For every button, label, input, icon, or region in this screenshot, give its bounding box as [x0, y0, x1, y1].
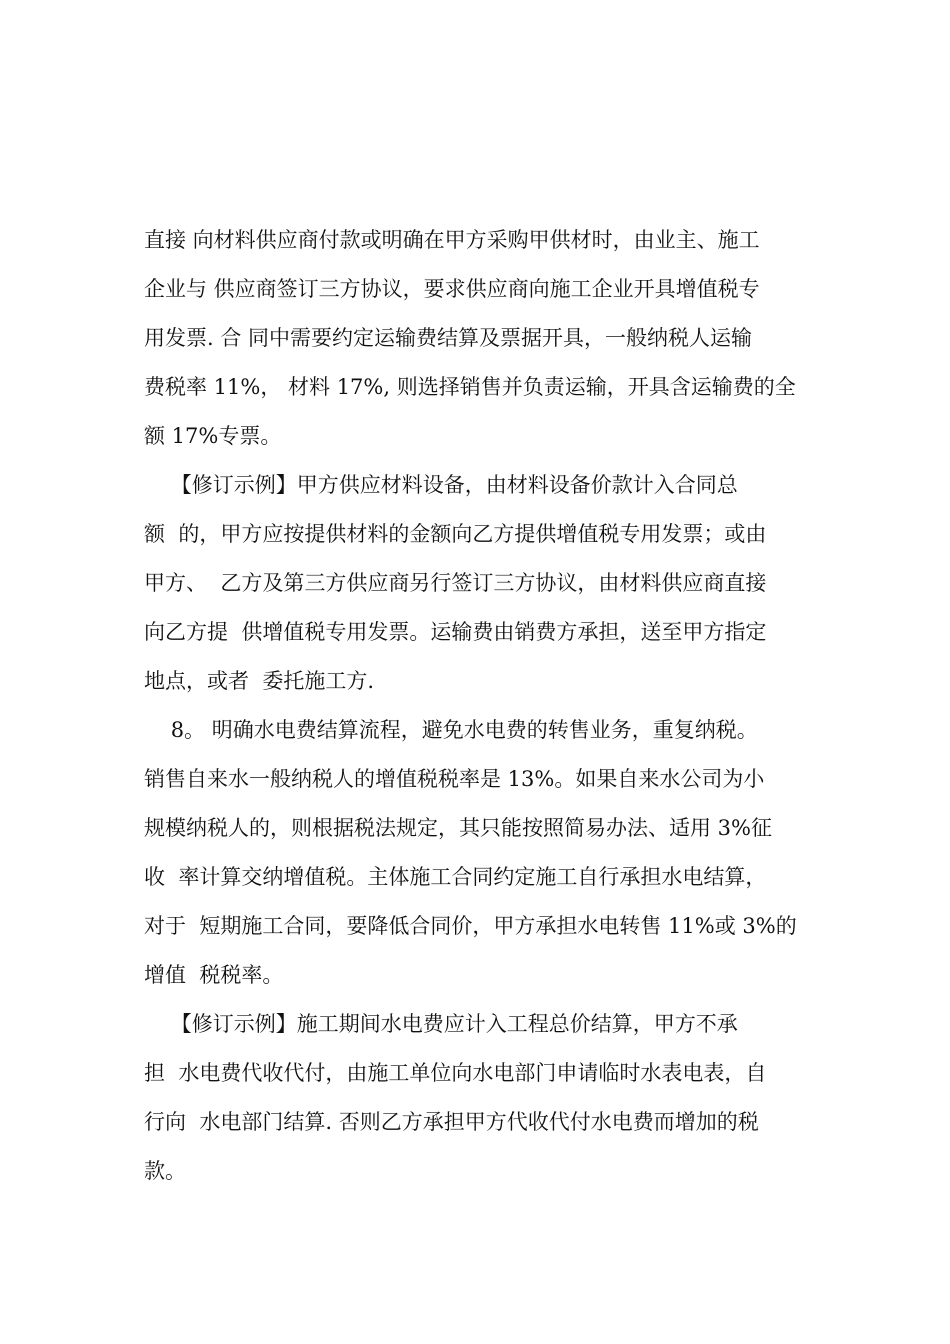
- text-line: 地点，或者 委托施工方.: [144, 669, 375, 693]
- paragraph-4: [144, 1000, 814, 1196]
- text-line: 担 水电费代收代付，由施工单位向水电部门申请临时水表电表，自: [144, 1061, 767, 1085]
- text-line: 【修订示例】甲方供应材料设备，由材料设备价款计入合同总: [144, 473, 738, 497]
- text-line: 向乙方提 供增值税专用发票。运输费由销费方承担，送至甲方指定: [144, 620, 767, 644]
- text-line: 8。 明确水电费结算流程，避免水电费的转售业务，重复纳税。: [144, 718, 758, 742]
- text-line: 销售自来水一般纳税人的增值税税率是 13%。如果自来水公司为小: [144, 767, 765, 791]
- text-line: 额 的，甲方应按提供材料的金额向乙方提供增值税专用发票；或由: [144, 522, 767, 546]
- text-line: 企业与 供应商签订三方协议，要求供应商向施工企业开具增值税专: [144, 277, 760, 301]
- text-line: 规模纳税人的，则根据税法规定，其只能按照简易办法、适用 3%征: [144, 816, 772, 840]
- paragraph-2: [144, 461, 814, 706]
- text-line: 对于 短期施工合同，要降低合同价，甲方承担水电转售 11%或 3%的: [144, 914, 797, 938]
- text-line: 费税率 11%， 材料 17%, 则选择销售并负责运输，开具含运输费的全: [144, 375, 796, 399]
- body-text: [144, 216, 814, 1196]
- text-line: 用发票. 合 同中需要约定运输费结算及票据开具，一般纳税人运输: [144, 326, 753, 350]
- paragraph-3: [144, 706, 814, 1000]
- text-line: 【修订示例】施工期间水电费应计入工程总价结算，甲方不承: [144, 1012, 738, 1036]
- paragraph-1: [144, 216, 814, 461]
- text-line: 额 17%专票。: [144, 424, 282, 448]
- text-line: 甲方、 乙方及第三方供应商另行签订三方协议，由材料供应商直接: [144, 571, 767, 595]
- text-line: 行向 水电部门结算. 否则乙方承担甲方代收代付水电费而增加的税: [144, 1110, 759, 1134]
- text-line: 收 率计算交纳增值税。主体施工合同约定施工自行承担水电结算，: [144, 865, 767, 889]
- text-line: 款。: [144, 1159, 186, 1183]
- text-line: 增值 税税率。: [144, 963, 284, 987]
- text-line: 直接 向材料供应商付款或明确在甲方采购甲供材时，由业主、施工: [144, 228, 760, 252]
